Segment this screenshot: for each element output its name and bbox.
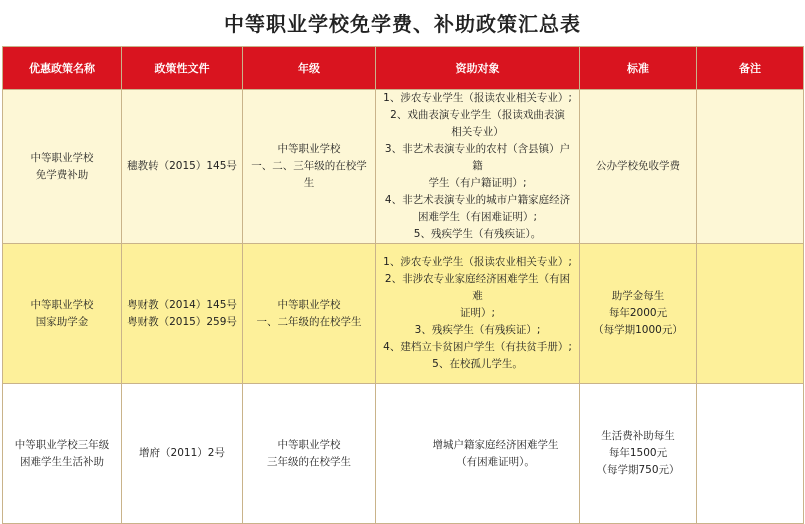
- standard-line: 公办学校免收学费: [596, 160, 680, 172]
- policy-name-cell: [3, 90, 122, 244]
- standard-line: 每年1500元: [608, 447, 668, 459]
- document-line: 粤财教（2015）259号: [127, 315, 237, 328]
- target-line: 学生（有户籍证明）;: [428, 177, 527, 189]
- header-remarks: 备注: [697, 47, 804, 90]
- grade-line: 一、二年级的在校学生: [256, 315, 362, 328]
- remarks-cell: [697, 244, 804, 384]
- header-standard: 标准: [580, 47, 697, 90]
- grade-line: 中等职业学校: [277, 438, 341, 451]
- policy-name-line: 中等职业学校: [30, 151, 94, 164]
- policy-name-cell: [3, 244, 122, 384]
- standard-line: 助学金每生: [611, 290, 665, 302]
- table-header-row: [3, 47, 804, 90]
- target-line: 增城户籍家庭经济困难学生: [432, 438, 559, 451]
- target-line: （有困难证明）。: [456, 455, 535, 468]
- target-line: 困难学生（有困难证明）;: [417, 211, 538, 223]
- table-row: [3, 384, 804, 524]
- standard-line: 生活费补助每生: [601, 430, 675, 442]
- targets-cell: [376, 384, 580, 524]
- header-policy-name: 优惠政策名称: [3, 47, 122, 90]
- policy-name-line: 中等职业学校三年级: [14, 438, 110, 451]
- document-line: 穗教转（2015）145号: [127, 160, 237, 172]
- targets-cell: [376, 244, 580, 384]
- standard-cell: [580, 90, 697, 244]
- target-line: 4、建档立卡贫困户学生（有扶贫手册）;: [383, 341, 572, 353]
- policy-name-line: 国家助学金: [35, 315, 89, 328]
- policy-name-line: 困难学生生活补助: [20, 455, 104, 468]
- policy-document-cell: [122, 244, 243, 384]
- policy-table: [2, 46, 804, 524]
- grade-cell: [243, 90, 376, 244]
- header-grade: 年级: [243, 47, 376, 90]
- remarks-cell: [697, 90, 804, 244]
- grade-cell: [243, 244, 376, 384]
- remarks-cell: [697, 384, 804, 524]
- target-line: 1、涉农专业学生（报读农业相关专业）;: [383, 92, 572, 104]
- target-line: 3、非艺术表演专业的农村（含县镇）户籍: [384, 143, 571, 172]
- target-line: 4、非艺术表演专业的城市户籍家庭经济: [384, 194, 571, 206]
- standard-line: 每年2000元: [608, 307, 668, 319]
- policy-name-line: 中等职业学校: [30, 298, 94, 311]
- policy-name-line: 免学费补助: [35, 168, 89, 181]
- grade-line: 中等职业学校: [277, 298, 341, 311]
- targets-cell: [376, 90, 580, 244]
- policy-document-cell: [122, 384, 243, 524]
- target-line: 3、残疾学生（有残疾证）;: [414, 324, 541, 336]
- header-policy-document: 政策性文件: [122, 47, 243, 90]
- standard-line: （每学期750元）: [596, 464, 680, 476]
- header-targets: 资助对象: [376, 47, 580, 90]
- target-line: 2、戏曲表演专业学生（报读戏曲表演: [390, 109, 565, 121]
- target-line: 相关专业）: [451, 126, 504, 138]
- standard-line: （每学期1000元）: [593, 324, 683, 336]
- target-line: 证明）;: [459, 307, 496, 319]
- standard-cell: [580, 384, 697, 524]
- target-line: 1、涉农专业学生（报读农业相关专业）;: [383, 256, 572, 268]
- page-title: 中等职业学校免学费、补助政策汇总表: [224, 12, 581, 36]
- grade-line: 三年级的在校学生: [267, 455, 351, 468]
- document-line: 粤财教（2014）145号: [127, 298, 237, 311]
- grade-line: 中等职业学校: [277, 143, 341, 155]
- target-line: 5、在校孤儿学生。: [432, 358, 523, 370]
- table-row: [3, 90, 804, 244]
- target-line: 5、残疾学生（有残疾证）。: [413, 228, 542, 240]
- grade-line: 一、二、三年级的在校学生: [251, 160, 367, 189]
- document-line: 增府（2011）2号: [139, 447, 225, 459]
- standard-cell: [580, 244, 697, 384]
- grade-cell: [243, 384, 376, 524]
- policy-document-cell: [122, 90, 243, 244]
- target-line: 2、非涉农专业家庭经济困难学生（有困难: [384, 273, 571, 302]
- policy-name-cell: [3, 384, 122, 524]
- table-row: [3, 244, 804, 384]
